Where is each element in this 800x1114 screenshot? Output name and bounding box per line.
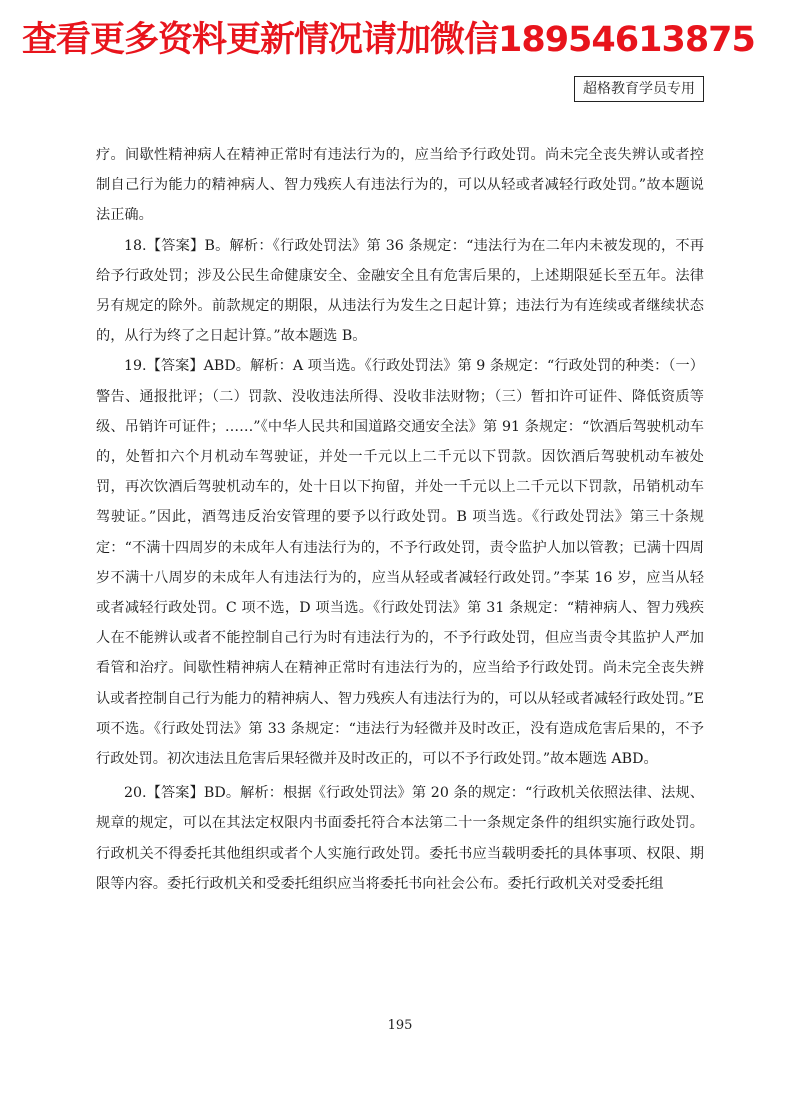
watermark-banner: 查看更多资料更新情况请加微信18954613875 [22,20,755,60]
student-only-badge: 超格教育学员专用 [574,76,704,102]
answer-20: 20.【答案】BD。解析：根据《行政处罚法》第 20 条的规定：“行政机关依照法律、法规、规章的规定，可以在其法定权限内书面委托符合本法第二十一条规定条件的组织实施行政处罚。行政机关不得委托其他组织或者个人实施行政处罚。委托书应当载明委托的具体事项、权限、期限等内容。委托行政机关和受委托组织应当将委托书向社会公布。委托行政机关对受委托组 [96,785,704,892]
answer-18: 18.【答案】B。解析：《行政处罚法》第 36 条规定：“违法行为在二年内未被发现的，不再给予行政处罚；涉及公民生命健康安全、金融安全且有危害后果的，上述期限延长至五年。法律另有规定的除外。前款规定的期限，从违法行为发生之日起计算；违法行为有连续或者继续状态的，从行为终了之日起计算。”故本题选 B。 [96,237,704,345]
page-number: 195 [387,1018,413,1033]
paragraph-continuation: 疗。间歇性精神病人在精神正常时有违法行为的，应当给予行政处罚。尚未完全丧失辨认或者控制自己行为能力的精神病人、智力残疾人有违法行为的，可以从轻或者减轻行政处罚。”故本题说法正确。 [96,147,704,224]
answer-19: 19.【答案】ABD。解析：A 项当选。《行政处罚法》第 9 条规定：“行政处罚的种类：（一）警告、通报批评；（二）罚款、没收违法所得、没收非法财物；（三）暂扣许可证件、降低资质等级、吊销许可证件；……”《中华人民共和国道路交通安全法》第 91 条规定：“饮酒后驾驶机动车的，处暂扣六个月机动车驾驶证，并处一千元以上二千元以下罚款。因饮酒后驾驶机动车被处罚，再次饮酒后驾驶机动车的，处十日以下拘留，并处一千元以上二千元以下罚款，吊销机动车驾驶证。”因此，酒驾违反治安管理的要予以行政处罚。B 项当选。《行政处罚法》第三十条规定：“不满十四周岁的未成年人有违法行为的，不予行政处罚，责令监护人加以管教；已满十四周岁不满十八周岁的未成年人有违法行为的，应当从轻或者减轻行政处罚。”李某 16 岁，应当从轻或者减轻行政处罚。C 项不选，D 项当选。《行政处罚法》第 31 条规定：“精神病人、智力残疾人在不能辨认或者不能控制自己行为时有违法行为的，不予行政处罚，但应当责令其监护人严加看管和治疗。间歇性精神病人在精神正常时有违法行为的，应当给予行政处罚。尚未完全丧失辨认或者控制自己行为能力的精神病人、智力残疾人有违法行为的，可以从轻或者减轻行政处罚。”E 项不选。《行政处罚法》第 33 条规定：“违法行为轻微并及时改正，没有造成危害后果的，不予行政处罚。初次违法且危害后果轻微并及时改正的，可以不予行政处罚。”故本题选 ABD。 [96,358,704,768]
document-body [96,140,704,899]
